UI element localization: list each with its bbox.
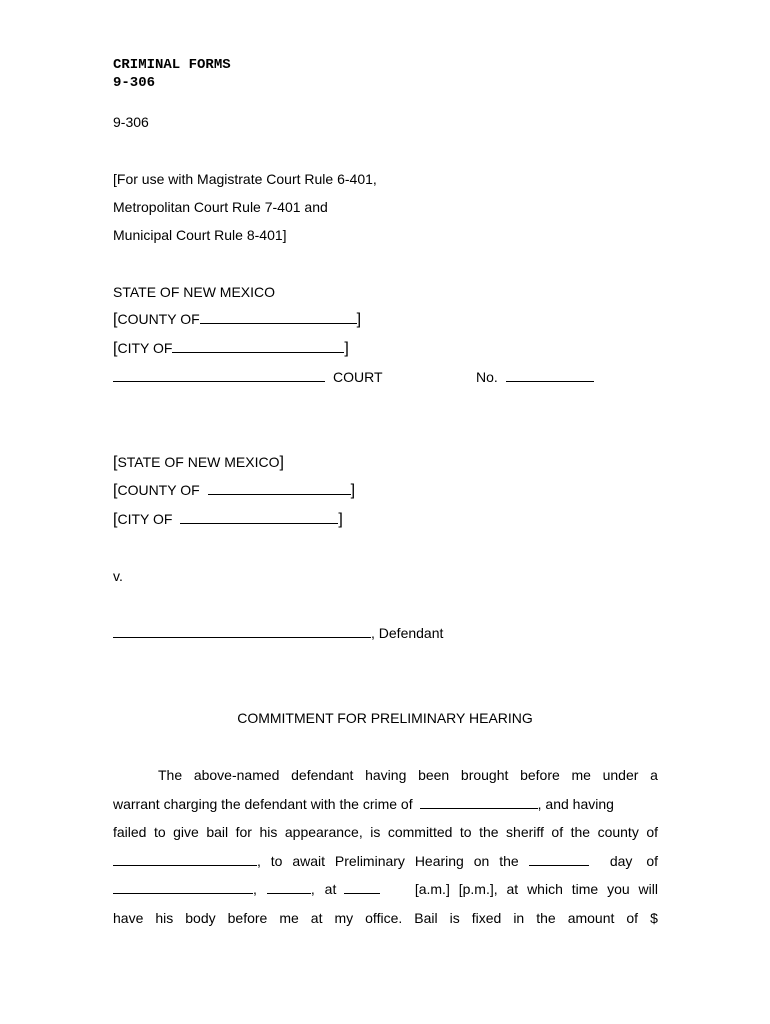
parties-city-row [113, 511, 343, 528]
parties-state-row [113, 454, 284, 471]
word: fixed [471, 910, 502, 926]
caption-county-row [113, 311, 361, 328]
body-line-3: failed to give bail for his appearance, is committed to the sheriff of the county of [113, 824, 658, 840]
bracket-open: [ [113, 482, 118, 499]
parties-county-row [113, 482, 355, 499]
body-line-5 [113, 881, 658, 897]
bracket-close: ] [344, 340, 349, 357]
word: having [365, 767, 407, 783]
county-of-blank-field[interactable] [113, 853, 257, 866]
month-blank-field[interactable] [113, 881, 253, 894]
caption-number-row [476, 369, 594, 385]
body-text: warrant charging the defendant with the crime of [113, 796, 413, 812]
header-line-1: CRIMINAL FORMS [113, 57, 231, 73]
body-text: , at [310, 881, 337, 897]
caption-county-label: COUNTY OF [117, 311, 200, 327]
word: The [158, 767, 183, 783]
body-line-6 [113, 910, 658, 926]
word: me [571, 767, 591, 783]
crime-blank-field[interactable] [420, 796, 538, 809]
parties-state-label: STATE OF NEW MEXICO [117, 454, 280, 470]
caption-no-label: No. [476, 369, 498, 385]
word: of [626, 910, 639, 926]
bracket-open: [ [113, 454, 118, 471]
body-line-4 [113, 853, 658, 869]
time-blank-field[interactable] [344, 881, 380, 894]
use-note-line-3: Municipal Court Rule 8-401] [113, 227, 287, 243]
caption-state: STATE OF NEW MEXICO [113, 284, 276, 300]
case-number-blank-field[interactable] [506, 369, 594, 382]
header-line-2: 9-306 [113, 75, 156, 91]
defendant-row [113, 625, 443, 641]
word: is [449, 910, 460, 926]
caption-city-row [113, 340, 349, 357]
word: brought [460, 767, 509, 783]
bracket-close: ] [279, 454, 284, 471]
body-line-1 [158, 767, 658, 783]
body-text: , and having [537, 796, 614, 812]
word: a [650, 767, 658, 783]
body-line-2 [113, 796, 614, 812]
body-text: , [253, 881, 257, 897]
bracket-close: ] [356, 311, 362, 328]
word: $ [650, 910, 658, 926]
word: before [520, 767, 560, 783]
use-note-line-2: Metropolitan Court Rule 7-401 and [113, 199, 328, 215]
bracket-open: [ [113, 511, 118, 528]
body-text: day of [609, 853, 658, 869]
use-note-line-1: [For use with Magistrate Court Rule 6-401, [113, 171, 377, 187]
form-number: 9-306 [113, 114, 149, 130]
bracket-open: [ [113, 311, 118, 328]
bracket-open: [ [113, 340, 118, 357]
parties-city-blank-field[interactable] [180, 511, 338, 524]
word: under [602, 767, 639, 783]
word: before [227, 910, 268, 926]
word: at [310, 910, 323, 926]
word: body [185, 910, 216, 926]
body-text: , to await Preliminary Hearing on the [257, 853, 519, 869]
year-blank-field[interactable] [267, 881, 311, 894]
defendant-label: , Defendant [371, 625, 444, 641]
word: have [113, 910, 144, 926]
versus-label: v. [113, 568, 123, 584]
caption-court-label: COURT [333, 369, 383, 385]
city-blank-field[interactable] [172, 340, 344, 353]
body-text: [a.m.] [p.m.], at which time you will [414, 881, 658, 897]
parties-city-label: CITY OF [117, 511, 173, 527]
court-name-blank-field[interactable] [113, 369, 325, 382]
parties-county-label: COUNTY OF [117, 482, 200, 498]
word: me [279, 910, 299, 926]
caption-court-row [113, 369, 383, 385]
word: above-named [193, 767, 280, 783]
word: Bail [414, 910, 438, 926]
word: been [418, 767, 450, 783]
word: in [513, 910, 525, 926]
caption-city-label: CITY OF [117, 340, 173, 356]
parties-county-blank-field[interactable] [208, 482, 351, 495]
bracket-close: ] [350, 482, 356, 499]
word: amount [567, 910, 615, 926]
word: the [536, 910, 556, 926]
form-title: COMMITMENT FOR PRELIMINARY HEARING [237, 710, 533, 726]
bracket-close: ] [338, 511, 343, 528]
day-blank-field[interactable] [529, 853, 589, 866]
word: his [155, 910, 174, 926]
word: defendant [291, 767, 354, 783]
word: my [334, 910, 354, 926]
county-blank-field[interactable] [200, 311, 357, 324]
word: office. [365, 910, 403, 926]
defendant-name-blank-field[interactable] [113, 625, 371, 638]
